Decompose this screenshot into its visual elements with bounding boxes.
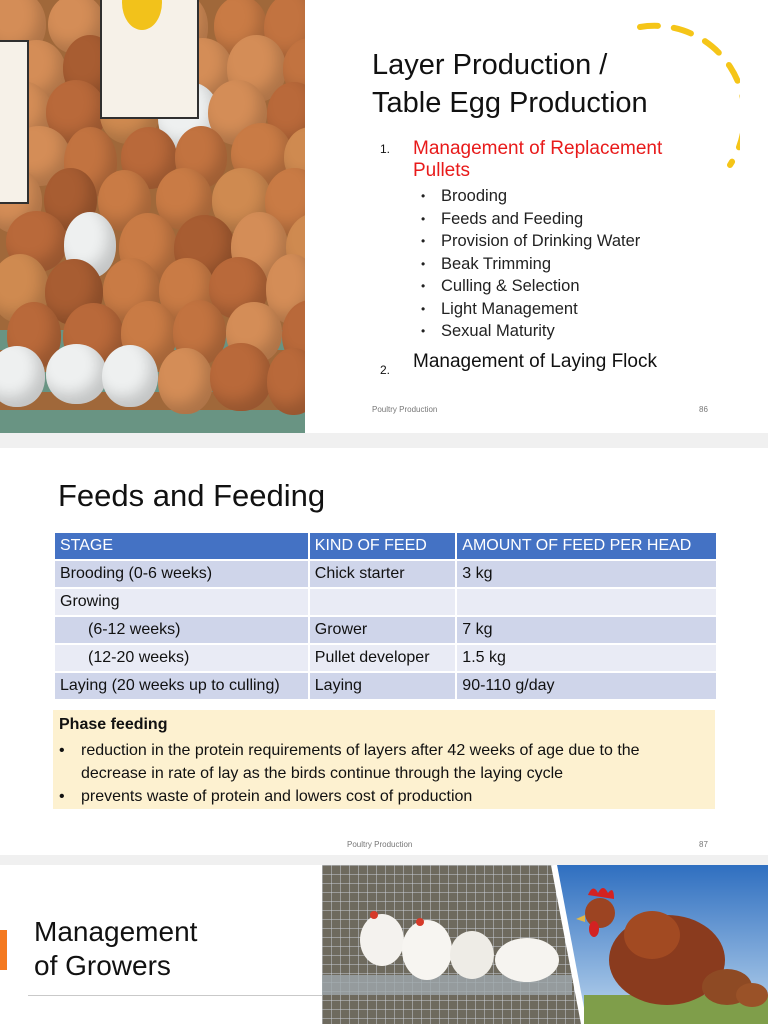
table-cell: Laying <box>310 673 456 699</box>
table-cell: Brooding (0-6 weeks) <box>55 561 308 587</box>
list-item-2-number: 2. <box>380 362 391 377</box>
sub-list-item: • Light Management <box>441 298 710 321</box>
table-row <box>55 617 716 643</box>
table-row <box>55 673 716 699</box>
table-cell: 7 kg <box>457 617 716 643</box>
slide3-title-line2: of Growers <box>34 950 171 981</box>
accent-bar <box>0 930 7 970</box>
eggs-tray-photo <box>0 0 305 433</box>
table-row <box>55 589 716 615</box>
list-item: • reduction in the protein requirements of layers after 42 weeks of age due to the decrease in rate of lay as the birds continue through the laying cycle <box>59 739 709 785</box>
phase-feeding-list <box>59 739 709 808</box>
table-header-row <box>55 533 716 559</box>
table-cell: 90-110 g/day <box>457 673 716 699</box>
table-cell: Growing <box>55 589 308 615</box>
slide2-title: Feeds and Feeding <box>58 478 326 513</box>
table-cell: 1.5 kg <box>457 645 716 671</box>
slide-management-of-growers <box>0 865 768 1024</box>
sub-list <box>413 185 710 343</box>
egg <box>267 348 305 415</box>
header-kind-of-feed: KIND OF FEED <box>310 533 456 559</box>
price-card <box>0 40 29 204</box>
slide-separator <box>0 433 768 448</box>
egg-tray <box>0 410 305 433</box>
sub-list-item: • Culling & Selection <box>441 275 710 298</box>
table-row <box>55 561 716 587</box>
slide1-footer: Poultry Production <box>372 405 438 414</box>
numbered-list <box>380 138 710 377</box>
slide3-title-line1: Management <box>34 916 198 947</box>
slide-separator <box>0 855 768 865</box>
slide1-title <box>372 46 648 122</box>
sub-list-item: • Feeds and Feeding <box>441 208 710 231</box>
slide1-title-line1: Layer Production / <box>372 49 608 81</box>
header-amount: AMOUNT OF FEED PER HEAD <box>457 533 716 559</box>
title-underline <box>28 995 340 996</box>
feed-table <box>53 531 718 701</box>
list-item-2-label: Management of Laying Flock <box>413 350 657 372</box>
slide-layer-production <box>0 0 768 433</box>
egg <box>158 348 212 414</box>
table-cell: Pullet developer <box>310 645 456 671</box>
egg <box>210 343 271 411</box>
table-cell: Laying (20 weeks up to culling) <box>55 673 308 699</box>
list-item-1-number: 1. <box>380 142 391 156</box>
list-item-1 <box>380 138 710 343</box>
slide1-page-number: 86 <box>699 405 708 414</box>
sub-list-item: • Provision of Drinking Water <box>441 230 710 253</box>
slide2-footer: Poultry Production <box>347 840 413 849</box>
table-cell: Grower <box>310 617 456 643</box>
sub-list-item: • Brooding <box>441 185 710 208</box>
phase-feeding-title: Phase feeding <box>59 716 168 733</box>
egg <box>0 346 45 406</box>
list-item: • prevents waste of protein and lowers cost of production <box>59 785 709 808</box>
list-item-1-label: Management of Replacement Pullets <box>413 138 663 181</box>
table-cell: (12-20 weeks) <box>55 645 308 671</box>
table-cell: Chick starter <box>310 561 456 587</box>
table-cell: 3 kg <box>457 561 716 587</box>
chickens-photo <box>322 865 768 1024</box>
table-cell <box>457 589 716 615</box>
slide3-title <box>34 915 197 983</box>
table-row <box>55 645 716 671</box>
header-stage: STAGE <box>55 533 308 559</box>
phase-feeding-box <box>53 710 715 809</box>
table-cell <box>310 589 456 615</box>
slide1-title-line2: Table Egg Production <box>372 87 648 119</box>
egg <box>46 344 107 404</box>
sub-list-item: • Beak Trimming <box>441 253 710 276</box>
list-item-2 <box>380 350 710 377</box>
sub-list-item: • Sexual Maturity <box>441 320 710 343</box>
slide-feeds-and-feeding <box>0 448 768 855</box>
table-cell: (6-12 weeks) <box>55 617 308 643</box>
egg <box>102 345 157 407</box>
slide2-page-number: 87 <box>699 840 708 849</box>
